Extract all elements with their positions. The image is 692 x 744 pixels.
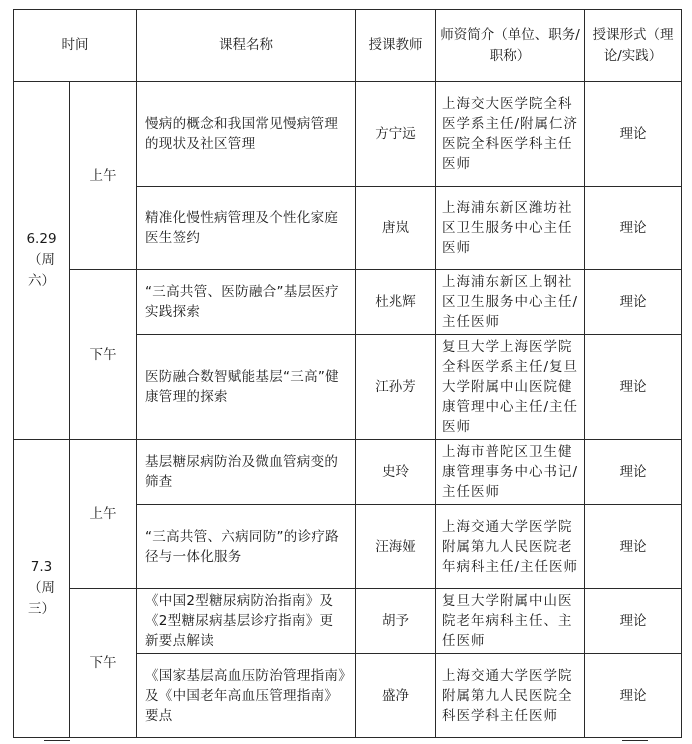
course-format: 理论	[585, 505, 682, 589]
period-cell: 下午	[70, 589, 137, 738]
teacher-name: 方宁远	[356, 82, 436, 187]
teacher-name: 史玲	[356, 440, 436, 505]
teacher-profile: 上海交通大学医学院附属第九人民医院老年病科主任/主任医师	[436, 505, 585, 589]
teacher-profile: 上海浦东新区上钢社区卫生服务中心主任/主任医师	[436, 270, 585, 335]
header-time: 时间	[14, 10, 137, 82]
course-name: “三高共管、六病同防”的诊疗路径与一体化服务	[137, 505, 356, 589]
course-name: “三高共管、医防融合”基层医疗实践探索	[137, 270, 356, 335]
teacher-profile: 上海交大医学院全科医学系主任/附属仁济医院全科医学科主任医师	[436, 82, 585, 187]
course-format: 理论	[585, 82, 682, 187]
course-name: 慢病的概念和我国常见慢病管理的现状及社区管理	[137, 82, 356, 187]
teacher-profile: 上海交通大学医学院附属第九人民医院全科医学科主任医师	[436, 654, 585, 738]
table-row	[14, 440, 682, 505]
period-cell: 上午	[70, 82, 137, 270]
course-schedule-table	[13, 9, 682, 738]
teacher-name: 胡予	[356, 589, 436, 654]
teacher-name: 唐岚	[356, 187, 436, 270]
course-format: 理论	[585, 440, 682, 505]
teacher-profile: 上海市普陀区卫生健康管理事务中心书记/主任医师	[436, 440, 585, 505]
teacher-name: 汪海娅	[356, 505, 436, 589]
teacher-name: 杜兆辉	[356, 270, 436, 335]
teacher-name: 江孙芳	[356, 335, 436, 440]
teacher-name: 盛净	[356, 654, 436, 738]
table-row	[14, 270, 682, 335]
teacher-profile: 复旦大学附属中山医院老年病科主任、主任医师	[436, 589, 585, 654]
header-format: 授课形式（理论/实践）	[585, 10, 682, 82]
teacher-profile: 上海浦东新区潍坊社区卫生服务中心主任医师	[436, 187, 585, 270]
header-row	[14, 10, 682, 82]
course-name: 《中国2型糖尿病防治指南》及《2型糖尿病基层诊疗指南》更新要点解读	[137, 589, 356, 654]
course-name: 医防融合数智赋能基层“三高”健康管理的探索	[137, 335, 356, 440]
period-cell: 上午	[70, 440, 137, 589]
date-cell: 6.29 （周 六）	[14, 82, 70, 440]
header-profile: 师资简介（单位、职务/职称）	[436, 10, 585, 82]
page-corner-mark-right	[622, 740, 648, 741]
teacher-profile: 复旦大学上海医学院全科医学系主任/复旦大学附属中山医院健康管理中心主任/主任医师	[436, 335, 585, 440]
course-format: 理论	[585, 335, 682, 440]
page-corner-mark-left	[44, 740, 70, 741]
table-row	[14, 82, 682, 187]
header-teacher: 授课教师	[356, 10, 436, 82]
period-cell: 下午	[70, 270, 137, 440]
course-format: 理论	[585, 589, 682, 654]
course-name: 基层糖尿病防治及微血管病变的筛查	[137, 440, 356, 505]
header-course: 课程名称	[137, 10, 356, 82]
course-format: 理论	[585, 654, 682, 738]
table-row	[14, 589, 682, 654]
course-format: 理论	[585, 187, 682, 270]
course-format: 理论	[585, 270, 682, 335]
course-name: 精准化慢性病管理及个性化家庭医生签约	[137, 187, 356, 270]
course-name: 《国家基层高血压防治管理指南》及《中国老年高血压管理指南》要点	[137, 654, 356, 738]
date-cell: 7.3 （周 三）	[14, 440, 70, 738]
